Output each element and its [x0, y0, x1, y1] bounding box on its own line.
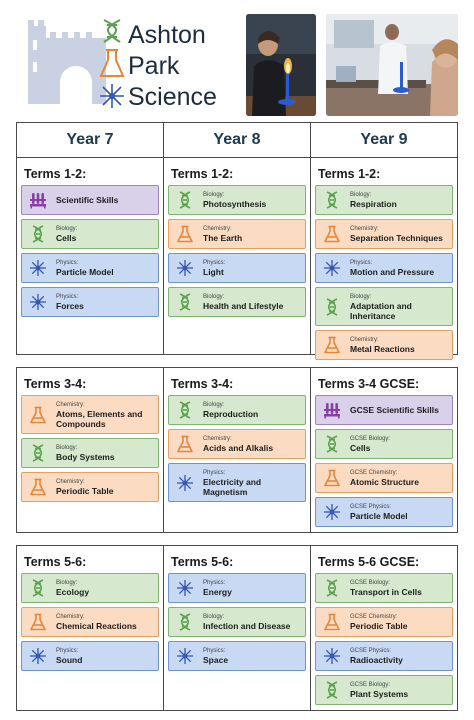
card-topic: Respiration	[350, 199, 397, 209]
card-subject: Physics:	[203, 469, 226, 476]
page-header	[0, 0, 474, 118]
topic-card-list	[168, 185, 306, 317]
card-topic: Periodic Table	[56, 486, 114, 496]
term-title: Terms 3-4 GCSE:	[318, 377, 420, 391]
card-topic: Cells	[56, 233, 77, 243]
term-column	[17, 546, 164, 710]
topic-card	[21, 253, 159, 283]
card-topic: Reproduction	[203, 409, 259, 419]
card-topic: Scientific Skills	[56, 195, 119, 205]
topic-card	[315, 573, 453, 603]
flask-icon	[323, 225, 341, 243]
year-column-header	[17, 123, 164, 157]
atom-icon	[176, 474, 194, 492]
topic-card	[21, 641, 159, 671]
card-subject: Chemistry:	[350, 337, 379, 343]
card-subject: Biology:	[56, 445, 78, 451]
year-header-row	[16, 122, 458, 158]
card-subject: Biology:	[203, 294, 225, 300]
dna-icon	[29, 579, 47, 597]
topic-card	[21, 607, 159, 637]
card-topic: Space	[203, 655, 229, 665]
term-title: Terms 3-4:	[24, 377, 87, 391]
school-name-line: Park	[128, 52, 180, 80]
topic-card	[168, 395, 306, 425]
card-subject: GCSE Physics:	[350, 504, 392, 510]
term-column	[164, 546, 311, 710]
card-subject: GCSE Biology:	[350, 682, 391, 688]
term-column	[17, 368, 164, 532]
topic-card	[21, 185, 159, 215]
atom-icon	[29, 647, 47, 665]
card-subject: Physics:	[56, 260, 79, 266]
terms-3-4-row	[16, 367, 458, 533]
card-topic: Health and Lifestyle	[203, 301, 284, 311]
student-experiment-photo	[246, 14, 316, 116]
card-topic: Particle Model	[350, 511, 408, 521]
card-subject: Biology:	[203, 402, 225, 408]
topic-card	[315, 395, 453, 425]
flask-icon	[29, 613, 47, 631]
topic-card	[21, 219, 159, 249]
card-subject: Physics:	[56, 294, 79, 300]
topic-card	[315, 463, 453, 493]
card-topic: Light	[203, 267, 224, 277]
topic-card-list	[21, 185, 159, 317]
test-tubes-icon	[29, 191, 47, 209]
dna-icon	[176, 191, 194, 209]
term-title: Terms 5-6:	[24, 555, 87, 569]
topic-card	[315, 497, 453, 527]
card-topic: Photosynthesis	[203, 199, 267, 209]
term-column	[311, 368, 457, 532]
dna-icon	[176, 613, 194, 631]
topic-card	[315, 253, 453, 283]
topic-card	[168, 185, 306, 215]
card-subject: Chemistry:	[350, 226, 379, 232]
topic-card	[168, 429, 306, 459]
term-column	[311, 158, 457, 354]
dna-icon	[323, 681, 341, 699]
topic-card-list	[168, 395, 306, 502]
card-subject: Biology:	[203, 614, 225, 620]
classroom-photo	[326, 14, 458, 116]
atom-icon	[323, 647, 341, 665]
school-name-line: Science	[128, 83, 217, 111]
topic-card	[315, 607, 453, 637]
card-subject: Physics:	[203, 260, 226, 266]
topic-card	[21, 395, 159, 434]
flask-icon	[323, 469, 341, 487]
flask-icon	[323, 336, 341, 354]
card-topic: Cells	[350, 443, 371, 453]
terms-1-2-row	[16, 157, 458, 355]
flask-icon	[29, 406, 47, 424]
card-topic: Ecology	[56, 587, 90, 597]
term-column	[17, 158, 164, 354]
card-topic: Atomic Structure	[350, 477, 419, 487]
card-subject: Biology:	[56, 226, 78, 232]
dna-icon	[176, 293, 194, 311]
atom-icon	[29, 259, 47, 277]
card-subject: Chemistry:	[203, 436, 232, 442]
card-topic: Plant Systems	[350, 689, 409, 699]
card-subject: Physics:	[350, 260, 373, 266]
card-subject: GCSE Chemistry:	[350, 614, 398, 620]
flask-icon	[176, 225, 194, 243]
dna-icon	[29, 225, 47, 243]
card-topic: GCSE Scientific Skills	[350, 405, 439, 415]
dna-icon	[323, 191, 341, 209]
card-subject: GCSE Physics:	[350, 648, 392, 654]
topic-card-list	[315, 185, 453, 360]
flask-icon	[323, 613, 341, 631]
flask-icon	[29, 478, 47, 496]
topic-card	[315, 675, 453, 705]
atom-icon	[176, 259, 194, 277]
card-subject: GCSE Biology:	[350, 436, 391, 442]
card-subject: GCSE Chemistry:	[350, 470, 398, 476]
topic-card	[315, 287, 453, 326]
card-topic: Atoms, Elements and Compounds	[56, 408, 143, 429]
card-topic: Forces	[56, 301, 84, 311]
topic-card	[168, 287, 306, 317]
topic-card-list	[21, 573, 159, 671]
topic-card	[21, 438, 159, 468]
card-topic: Sound	[56, 655, 83, 665]
school-name-line: Ashton	[128, 21, 206, 49]
card-topic: The Earth	[203, 233, 243, 243]
card-subject: Biology:	[350, 192, 372, 198]
topic-card-list	[315, 395, 453, 527]
atom-icon	[323, 259, 341, 277]
topic-card	[315, 641, 453, 671]
year-column-header	[164, 123, 311, 157]
card-topic: Electricity and Magnetism	[203, 476, 262, 497]
card-subject: Chemistry:	[56, 614, 85, 620]
topic-card	[315, 185, 453, 215]
card-subject: Biology:	[350, 293, 372, 300]
card-topic: Radioactivity	[350, 655, 403, 665]
topic-card	[21, 287, 159, 317]
card-topic: Particle Model	[56, 267, 114, 277]
topic-card	[168, 641, 306, 671]
science-symbols-icon	[98, 18, 126, 110]
test-tubes-icon	[323, 401, 341, 419]
card-subject: GCSE Biology:	[350, 580, 391, 586]
card-subject: Biology:	[56, 580, 78, 586]
dna-icon	[323, 579, 341, 597]
topic-card	[21, 472, 159, 502]
topic-card	[315, 330, 453, 360]
dna-icon	[29, 444, 47, 462]
card-topic: Acids and Alkalis	[203, 443, 274, 453]
year-column-header	[311, 123, 457, 157]
topic-card	[168, 219, 306, 249]
card-topic: Motion and Pressure	[350, 267, 435, 277]
term-title: Terms 3-4:	[171, 377, 234, 391]
card-topic: Separation Techniques	[350, 233, 443, 243]
term-column	[164, 158, 311, 354]
card-subject: Biology:	[203, 192, 225, 198]
card-topic: Chemical Reactions	[56, 621, 137, 631]
term-title: Terms 1-2:	[318, 167, 381, 181]
card-subject: Physics:	[203, 648, 226, 654]
school-name	[128, 20, 217, 113]
card-topic: Energy	[203, 587, 232, 597]
term-title: Terms 5-6:	[171, 555, 234, 569]
year-label: Year 8	[213, 131, 261, 148]
term-title: Terms 1-2:	[24, 167, 87, 181]
card-topic: Transport in Cells	[350, 587, 422, 597]
term-column	[311, 546, 457, 710]
topic-card	[168, 463, 306, 502]
topic-card	[168, 607, 306, 637]
topic-card-list	[168, 573, 306, 671]
card-topic: Metal Reactions	[350, 344, 415, 354]
card-topic: Infection and Disease	[203, 621, 291, 631]
card-topic: Body Systems	[56, 452, 115, 462]
topic-card-list	[315, 573, 453, 705]
term-column	[164, 368, 311, 532]
card-topic: Periodic Table	[350, 621, 408, 631]
topic-card	[315, 219, 453, 249]
dna-icon	[176, 401, 194, 419]
term-title: Terms 5-6 GCSE:	[318, 555, 420, 569]
term-title: Terms 1-2:	[171, 167, 234, 181]
card-subject: Chemistry:	[203, 226, 232, 232]
atom-icon	[176, 647, 194, 665]
topic-card-list	[21, 395, 159, 502]
flask-icon	[176, 435, 194, 453]
terms-5-6-row	[16, 545, 458, 711]
card-topic: Adaptation and Inheritance	[350, 300, 412, 321]
card-subject: Physics:	[203, 580, 226, 586]
atom-icon	[176, 579, 194, 597]
topic-card	[315, 429, 453, 459]
atom-icon	[29, 293, 47, 311]
topic-card	[168, 253, 306, 283]
card-subject: Chemistry:	[56, 401, 85, 408]
dna-icon	[323, 298, 341, 316]
topic-card	[168, 573, 306, 603]
dna-icon	[323, 435, 341, 453]
topic-card	[21, 573, 159, 603]
card-subject: Chemistry:	[56, 479, 85, 485]
card-subject: Physics:	[56, 648, 79, 654]
year-label: Year 7	[66, 131, 114, 148]
atom-icon	[323, 503, 341, 521]
year-label: Year 9	[360, 131, 408, 148]
